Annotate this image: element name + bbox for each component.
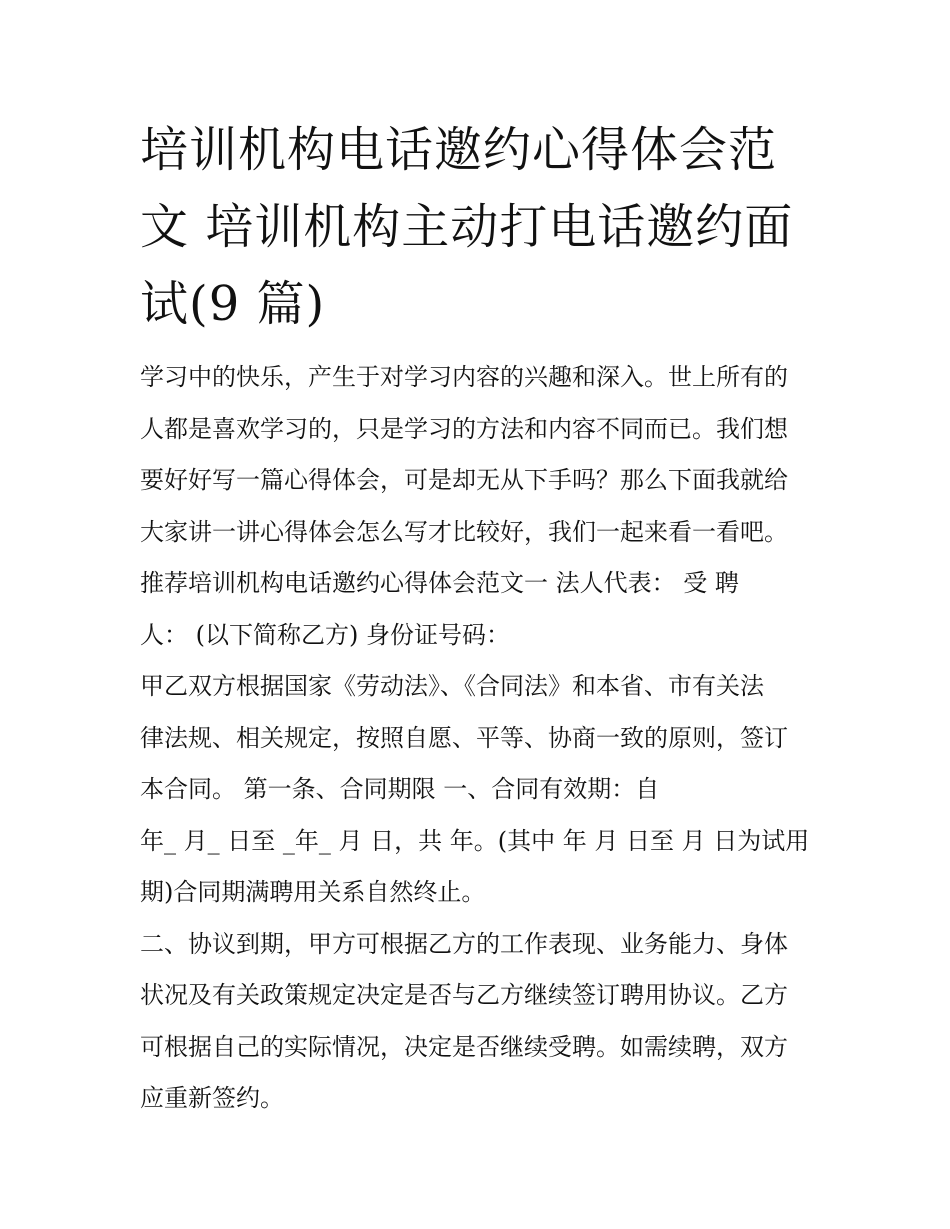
body-line: 人： (以下简称乙方) 身份证号码： <box>140 620 510 649</box>
body-line: 可根据自己的实际情况，决定是否继续受聘。如需续聘，双方 <box>140 1032 788 1061</box>
document-title <box>140 112 820 343</box>
body-line: 期)合同期满聘用关系自然终止。 <box>140 878 486 906</box>
body-line: 本合同。 第一条、合同期限 一、合同有效期：自 <box>140 775 660 803</box>
title-line: 试(9 篇) <box>140 276 326 332</box>
body-line: 应重新签约。 <box>140 1084 284 1112</box>
body-line: 学习中的快乐，产生于对学习内容的兴趣和深入。世上所有的 <box>140 363 788 391</box>
body-line: 二、协议到期，甲方可根据乙方的工作表现、业务能力、身体 <box>140 929 788 958</box>
body-line: 状况及有关政策规定决定是否与乙方继续签订聘用协议。乙方 <box>140 981 788 1009</box>
title-line: 培训机构电话邀约心得体会范 <box>140 122 778 178</box>
body-line: 人都是喜欢学习的，只是学习的方法和内容不同而已。我们想 <box>140 414 788 443</box>
body-line: 律法规、相关规定，按照自愿、平等、协商一致的原则，签订 <box>140 723 788 752</box>
body-line: 推荐培训机构电话邀约心得体会范文一 法人代表： 受 聘 <box>140 569 739 597</box>
body-line: 年_ 月_ 日至 _年_ 月 日，共 年。(其中 年 月 日至 月 日为试用 <box>140 826 810 855</box>
body-line: 大家讲一讲心得体会怎么写才比较好，我们一起来看一看吧。 <box>140 517 788 546</box>
document-body <box>140 352 820 1125</box>
title-line: 文 培训机构主动打电话邀约面 <box>140 199 794 255</box>
body-line: 甲乙双方根据国家《劳动法》、《合同法》和本省、市有关法 <box>140 672 764 700</box>
body-line: 要好好写一篇心得体会，可是却无从下手吗？那么下面我就给 <box>140 466 788 494</box>
